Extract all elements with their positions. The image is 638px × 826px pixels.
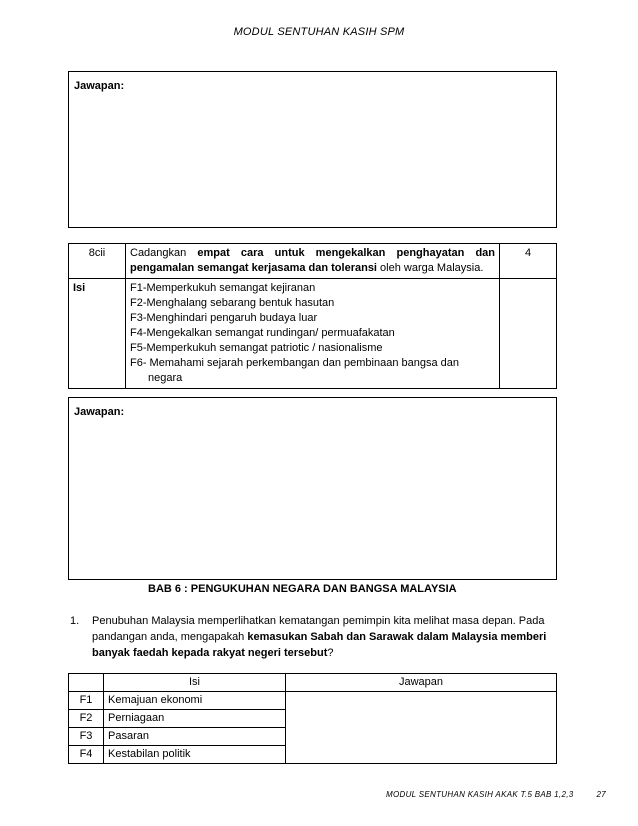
question-row	[69, 244, 557, 279]
isi-point: F5-Memperkukuh semangat patriotic / nasionalisme	[130, 342, 383, 354]
isi-point: F6- Memahami sejarah perkembangan dan pembinaan bangsa dan	[130, 357, 459, 369]
question-8cii-table	[68, 243, 557, 389]
row-isi: Kestabilan politik	[104, 746, 286, 764]
isi-label: Isi	[69, 279, 126, 389]
question-1	[70, 613, 550, 661]
isi-point-continuation: negara	[148, 372, 183, 384]
page-header: MODUL SENTUHAN KASIH SPM	[233, 26, 405, 38]
chapter-title: BAB 6 : PENGUKUHAN NEGARA DAN BANGSA MALAYSIA	[148, 583, 457, 595]
question-1-text-plain: Penubuhan Malaysia memperlihatkan kematangan pemimpin kita melihat masa depan. Pada pandangan anda, mengapakah	[92, 615, 545, 643]
question-text-bold: empat cara untuk mengekalkan penghayatan dan pengamalan semangat kerjasama dan toleransi	[130, 247, 496, 274]
question-number: 8cii	[69, 244, 126, 279]
answer-box-label: Jawapan:	[74, 80, 125, 92]
isi-row	[69, 279, 557, 389]
header-blank	[69, 674, 104, 692]
header-jawapan: Jawapan	[286, 674, 557, 692]
question-1-text-end: ?	[327, 647, 334, 659]
answer-table	[68, 673, 557, 764]
question-1-text	[92, 613, 550, 661]
question-text-plain-end: oleh warga Malaysia.	[377, 262, 484, 274]
jawapan-cell[interactable]	[286, 692, 557, 764]
question-1-text-bold: kemasukan Sabah dan Sarawak dalam Malaysia memberi banyak faedah kepada rakyat negeri tersebut	[92, 631, 547, 659]
row-code: F2	[69, 710, 104, 728]
question-1-number: 1.	[70, 615, 80, 627]
page-footer	[386, 790, 606, 799]
footer-text: MODUL SENTUHAN KASIH AKAK T.5 BAB 1,2,3	[386, 790, 574, 799]
page-number: 27	[596, 790, 607, 799]
row-isi: Perniagaan	[104, 710, 286, 728]
isi-point: F2-Menghalang sebarang bentuk hasutan	[130, 297, 335, 309]
question-marks: 4	[500, 244, 557, 279]
row-code: F1	[69, 692, 104, 710]
isi-point: F4-Mengekalkan semangat rundingan/ permuafakatan	[130, 327, 395, 339]
question-text-plain: Cadangkan	[130, 247, 198, 259]
row-isi: Pasaran	[104, 728, 286, 746]
isi-point: F3-Menghindari pengaruh budaya luar	[130, 312, 318, 324]
answer-box-1[interactable]	[68, 71, 557, 228]
isi-point: F1-Memperkukuh semangat kejiranan	[130, 282, 316, 294]
table-row	[69, 692, 557, 710]
row-code: F3	[69, 728, 104, 746]
question-text	[126, 244, 500, 279]
isi-points	[126, 279, 500, 389]
isi-marks-cell	[500, 279, 557, 389]
answer-box-label: Jawapan:	[74, 406, 125, 418]
answer-table-header	[69, 674, 557, 692]
row-code: F4	[69, 746, 104, 764]
answer-box-2[interactable]	[68, 397, 557, 580]
row-isi: Kemajuan ekonomi	[104, 692, 286, 710]
header-isi: Isi	[104, 674, 286, 692]
